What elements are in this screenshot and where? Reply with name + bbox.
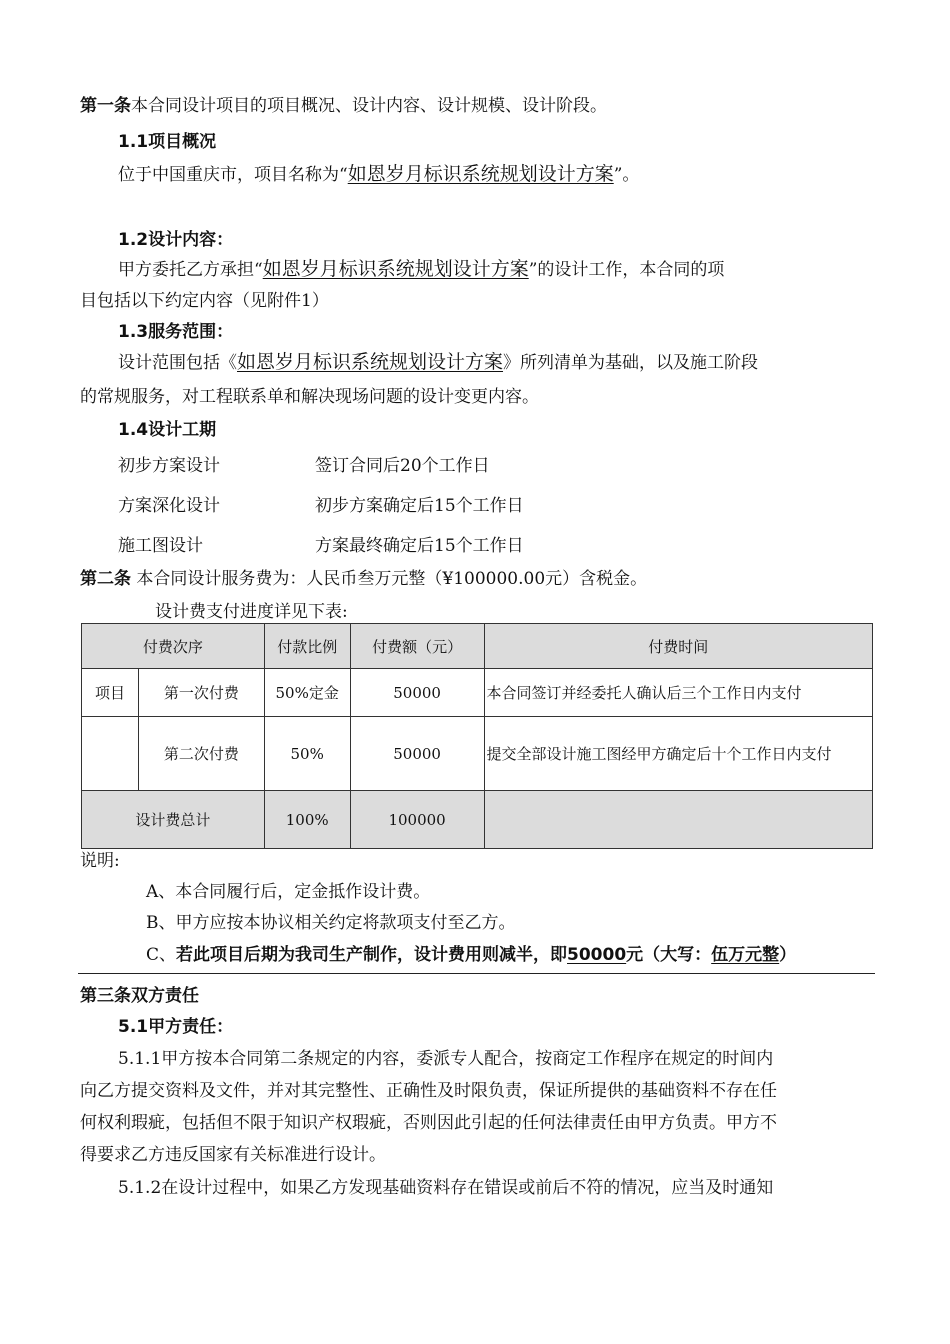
article-1-text: 本合同设计项目的项目概况、设计内容、设计规模、设计阶段。 [131, 96, 607, 116]
cell-group: 项目 [82, 669, 139, 717]
section-1-2-heading: 1.2设计内容： [118, 230, 234, 250]
article-3-heading: 第三条双方责任 [80, 986, 199, 1006]
project-name-3: 如恩岁月标识系统规划设计方案 [237, 351, 504, 373]
paragraph-5-1-1-line4: 得要求乙方违反国家有关标准进行设计。 [80, 1145, 386, 1165]
project-name: 如恩岁月标识系统规划设计方案 [347, 163, 614, 185]
article-2-label: 第二条 [80, 569, 131, 589]
cell-name: 第二次付费 [138, 717, 264, 791]
table-row [82, 669, 873, 717]
header-order: 付费次序 [82, 624, 265, 669]
section-1-3-text-line2: 的常规服务，对工程联系单和解决现场问题的设计变更内容。 [80, 387, 539, 407]
cell-group [82, 717, 139, 791]
s12-post: ”的设计工作，本合同的项 [528, 260, 725, 280]
article-1-label: 第一条 [80, 96, 131, 116]
section-5-1-heading: 5.1甲方责任： [118, 1017, 234, 1037]
note-c-amount: 50000 [567, 945, 627, 965]
note-c-close: ） [779, 945, 797, 965]
section-1-4-heading: 1.4设计工期 [118, 420, 217, 440]
cell-amount: 50000 [350, 669, 484, 717]
note-c-prefix: C、 [146, 945, 177, 965]
note-c-caps: 伍万元整 [711, 945, 780, 965]
schedule-period: 初步方案确定后15个工作日 [315, 496, 524, 516]
s13-pre: 设计范围包括《 [118, 353, 237, 373]
total-ratio: 100% [264, 791, 350, 849]
section-1-2-text [118, 258, 724, 281]
section-divider [78, 973, 875, 974]
notes-label: 说明: [80, 851, 120, 871]
article-1-line [80, 95, 607, 117]
s13-post: 》所列清单为基础，以及施工阶段 [503, 353, 759, 373]
section-1-3-text [118, 351, 758, 374]
section-1-2-text-line2: 目包括以下约定内容（见附件1） [80, 291, 329, 311]
paragraph-5-1-1-line1: 5.1.1甲方按本合同第二条规定的内容，委派专人配合，按商定工作程序在规定的时间内 [118, 1049, 774, 1069]
s12-pre: 甲方委托乙方承担“ [118, 260, 263, 280]
cell-ratio: 50% [264, 717, 350, 791]
schedule-stage: 初步方案设计 [118, 456, 220, 476]
paragraph-5-1-1-line3: 何权利瑕疵，包括但不限于知识产权瑕疵，否则因此引起的任何法律责任由甲方负责。甲方不 [80, 1113, 777, 1133]
schedule-period: 签订合同后20个工作日 [315, 456, 490, 476]
total-amount: 100000 [350, 791, 484, 849]
cell-name: 第一次付费 [138, 669, 264, 717]
table-row [82, 717, 873, 791]
section-1-3-heading: 1.3服务范围： [118, 322, 234, 342]
header-time: 付费时间 [484, 624, 872, 669]
s11-pre: 位于中国重庆市，项目名称为“ [118, 165, 348, 185]
note-b: B、甲方应按本协议相关约定将款项支付至乙方。 [146, 913, 516, 933]
cell-ratio: 50%定金 [264, 669, 350, 717]
total-label: 设计费总计 [82, 791, 265, 849]
table-total-row [82, 791, 873, 849]
note-c [146, 944, 796, 966]
total-time [484, 791, 872, 849]
project-name-2: 如恩岁月标识系统规划设计方案 [262, 258, 529, 280]
table-intro: 设计费支付进度详见下表: [155, 602, 348, 622]
s11-post: ”。 [613, 165, 640, 185]
payment-table [81, 623, 873, 849]
paragraph-5-1-2-line1: 5.1.2在设计过程中，如果乙方发现基础资料存在错误或前后不符的情况，应当及时通知 [118, 1178, 774, 1198]
section-1-1-text [118, 163, 639, 186]
note-a: A、本合同履行后，定金抵作设计费。 [146, 882, 431, 902]
schedule-row [118, 495, 524, 517]
section-1-1-heading: 1.1项目概况 [118, 132, 217, 152]
schedule-stage: 施工图设计 [118, 536, 203, 556]
schedule-period: 方案最终确定后15个工作日 [315, 536, 524, 556]
header-amount: 付费额（元） [350, 624, 484, 669]
note-c-text: 若此项目后期为我司生产制作，设计费用则减半，即 [176, 945, 568, 965]
schedule-row [118, 455, 490, 477]
note-c-unit: 元（大写： [626, 945, 712, 965]
article-2-line [80, 568, 647, 590]
header-ratio: 付款比例 [264, 624, 350, 669]
article-2-text: 本合同设计服务费为：人民币叁万元整（¥100000.00元）含税金。 [131, 569, 648, 589]
table-header-row [82, 624, 873, 669]
paragraph-5-1-1-line2: 向乙方提交资料及文件，并对其完整性、正确性及时限负责，保证所提供的基础资料不存在任 [80, 1081, 777, 1101]
cell-amount: 50000 [350, 717, 484, 791]
cell-time: 提交全部设计施工图经甲方确定后十个工作日内支付 [484, 717, 872, 791]
schedule-row [118, 535, 524, 557]
cell-time: 本合同签订并经委托人确认后三个工作日内支付 [484, 669, 872, 717]
schedule-stage: 方案深化设计 [118, 496, 220, 516]
